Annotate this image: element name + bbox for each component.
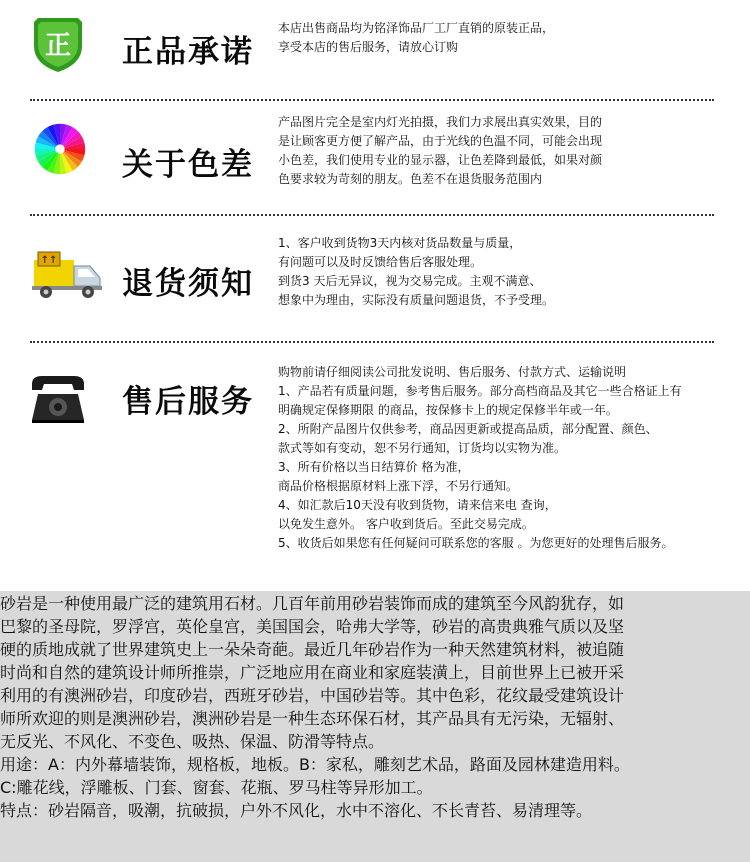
body-line: 明确规定保修期限 的商品，按保修卡上的规定保修半年或一年。 <box>278 403 618 417</box>
intro-line: 师所欢迎的则是澳洲砂岩，澳洲砂岩是一种生态环保石材，其产品具有无污染，无辐射、 <box>0 709 625 728</box>
section-body <box>278 234 748 310</box>
intro-line: 时尚和自然的建筑设计师所推崇，广泛地应用在商业和家庭装潢上，目前世界上已被开采 <box>0 663 625 682</box>
body-line: 本店出售商品均为铭泽饰品厂工厂直销的原装正品， <box>278 21 555 35</box>
section-title: 正品承诺 <box>122 34 254 70</box>
color-wheel-icon <box>32 121 88 177</box>
body-line: 产品图片完全是室内灯光拍摄，我们力求展出真实效果，目的 <box>278 115 603 129</box>
body-line: 1、客户收到货物3天内核对货品数量与质量， <box>278 236 522 250</box>
usage-line: 用途：A：内外幕墙装饰，规格板，地板。B：家私，雕刻艺术品，路面及园林建造用料。 <box>0 755 630 774</box>
section-body <box>278 19 748 57</box>
body-line: 小色差，我们使用专业的显示器，让色差降到最低，如果对颜 <box>278 153 603 167</box>
intro-line: 硬的质地成就了世界建筑史上一朵朵奇葩。最近几年砂岩作为一种天然建筑材料，被追随 <box>0 640 625 659</box>
body-line: 3、所有价格以当日结算价 格为准， <box>278 460 470 474</box>
section-after-sales <box>0 358 750 558</box>
section-divider <box>30 99 714 101</box>
section-title: 退货须知 <box>122 266 254 302</box>
body-line: 5、收货后如果您有任何疑问可联系您的客服 。为您更好的处理售后服务。 <box>278 536 674 550</box>
body-line: 4、如汇款后10天没有收到货物，请来信来电 查询， <box>278 498 557 512</box>
section-title: 关于色差 <box>122 147 254 183</box>
sandstone-info-panel <box>0 591 750 862</box>
body-line: 商品价格根据原材料上涨下浮，不另行通知。 <box>278 479 519 493</box>
body-line: 1、产品若有质量问题，参考售后服务。部分高档商品及其它一些合格证上有 <box>278 384 682 398</box>
section-body <box>278 363 748 553</box>
body-line: 到货3 天后无异议，视为交易完成。主观不满意、 <box>278 274 542 288</box>
intro-line: 砂岩是一种使用最广泛的建筑用石材。几百年前用砂岩装饰而成的建筑至今风韵犹存，如 <box>0 594 625 613</box>
section-color-difference <box>0 105 750 215</box>
svg-text:↑↑: ↑↑ <box>40 255 58 266</box>
body-line: 购物前请仔细阅读公司批发说明、售后服务、付款方式、运输说明 <box>278 365 627 379</box>
intro-line: 巴黎的圣母院，罗浮宫，英伦皇宫，美国国会，哈弗大学等，砂岩的高贵典雅气质以及坚 <box>0 617 625 636</box>
body-line: 2、所附产品图片仅供参考，商品因更新或提高品质，部分配置、颜色、 <box>278 422 658 436</box>
section-divider <box>30 214 714 216</box>
body-line: 想象中为理由，实际没有质量问题退货，不予受理。 <box>278 293 555 307</box>
body-line: 色要求较为苛刻的朋友。色差不在退货服务范围内 <box>278 172 543 186</box>
body-line: 以免发生意外。 客户收到货后。至此交易完成。 <box>278 517 534 531</box>
section-divider <box>30 341 714 343</box>
body-line: 享受本店的售后服务，请放心订购 <box>278 40 459 54</box>
intro-line: 利用的有澳洲砂岩，印度砂岩，西班牙砂岩，中国砂岩等。其中色彩，花纹最受建筑设计 <box>0 686 625 705</box>
section-title: 售后服务 <box>122 384 254 420</box>
features-line: 特点：砂岩隔音，吸潮，抗破损，户外不风化，水中不溶化、不长青苔、易清理等。 <box>0 801 593 820</box>
body-line: 有问题可以及时反馈给售后客服处理。 <box>278 255 483 269</box>
usage-line: C:雕花线，浮雕板、门套、窗套、花瓶、罗马柱等异形加工。 <box>0 778 433 797</box>
intro-line: 无反光、不风化、不变色、吸热、保温、防滑等特点。 <box>0 732 385 751</box>
section-authentic-promise <box>0 0 750 90</box>
section-body <box>278 113 748 189</box>
body-line: 是让顾客更方便了解产品，由于光线的色温不同，可能会出现 <box>278 134 603 148</box>
delivery-truck-icon <box>30 246 104 300</box>
body-line: 款式等如有变动，恕不另行通知，订货均以实物为准。 <box>278 441 567 455</box>
telephone-icon <box>28 370 88 426</box>
section-return-notice <box>0 220 750 335</box>
shield-check-icon <box>24 8 92 76</box>
shield-badge-char: 正 <box>44 31 72 61</box>
